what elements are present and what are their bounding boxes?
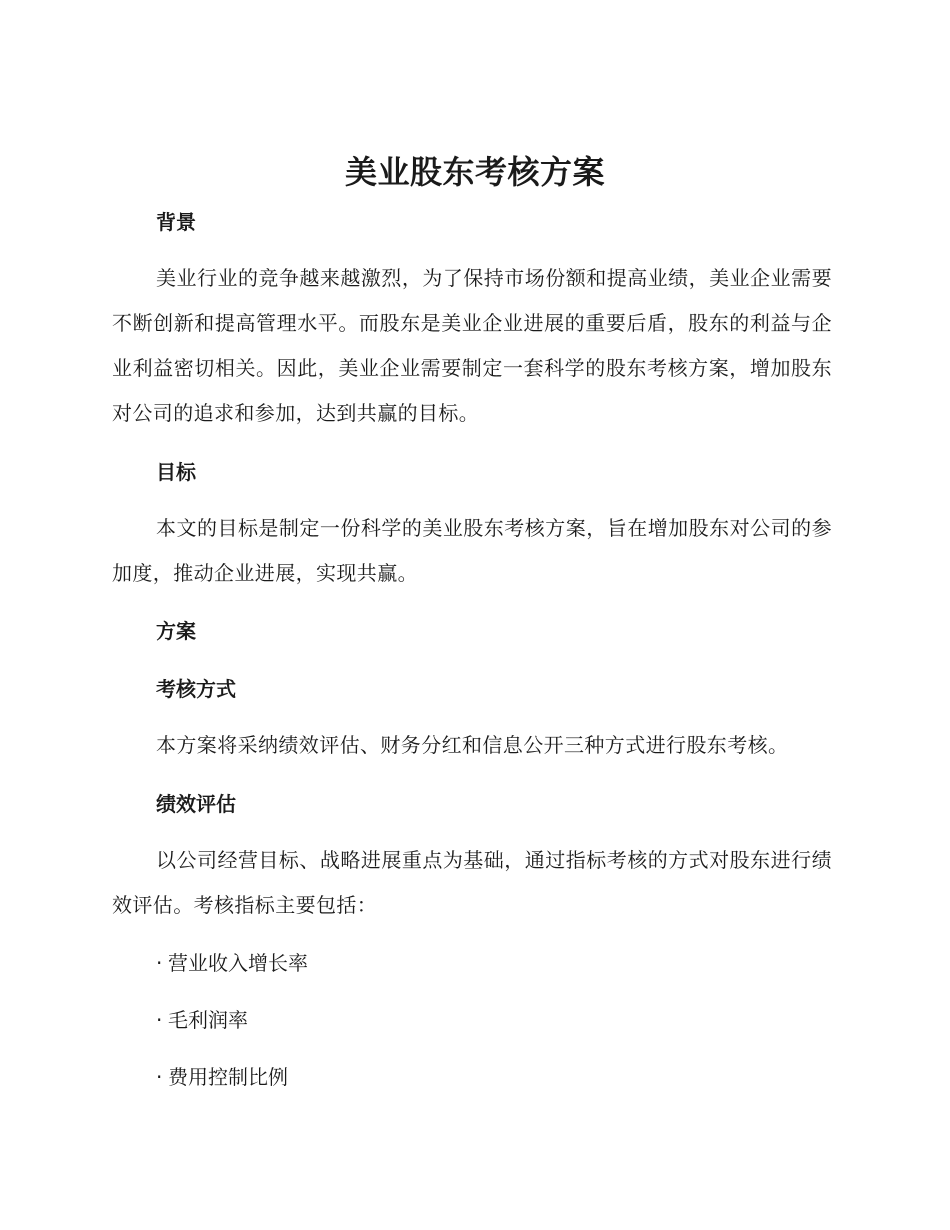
bullet-item-label: 毛利润率 — [168, 1008, 248, 1032]
document-title: 美业股东考核方案 — [344, 153, 605, 191]
method-paragraph: 本方案将采纳绩效评估、财务分红和信息公开三种方式进行股东考核。 — [156, 733, 789, 757]
section-heading-plan: 方案 — [156, 619, 196, 643]
bullet-dot-icon: · — [156, 1065, 163, 1089]
bullet-item-revenue-growth — [156, 948, 308, 978]
background-paragraph: 美业行业的竞争越来越激烈，为了保持市场份额和提高业绩，美业企业需要不断创新和提高管理水平。而股东是美业企业进展的重要后盾，股东的利益与企业利益密切相关。因此，美业企业需要制定一套科学的股东考核方案，增加股东对公司的追求和参加，达到共赢的目标。 — [112, 266, 832, 425]
bullet-item-label: 费用控制比例 — [168, 1065, 288, 1089]
bullet-dot-icon: · — [156, 951, 163, 975]
goal-paragraph: 本文的目标是制定一份科学的美业股东考核方案，旨在增加股东对公司的参加度，推动企业进展，实现共赢。 — [112, 516, 832, 585]
bullet-dot-icon: · — [156, 1008, 163, 1032]
bullet-item-gross-margin — [156, 1005, 248, 1035]
bullet-item-label: 营业收入增长率 — [168, 951, 308, 975]
section-heading-performance: 绩效评估 — [156, 792, 236, 816]
section-heading-background: 背景 — [156, 210, 196, 234]
bullet-item-cost-control — [156, 1062, 288, 1092]
section-heading-method: 考核方式 — [156, 677, 236, 701]
performance-paragraph: 以公司经营目标、战略进展重点为基础，通过指标考核的方式对股东进行绩效评估。考核指标主要包括： — [112, 848, 832, 917]
section-heading-goal: 目标 — [156, 460, 196, 484]
